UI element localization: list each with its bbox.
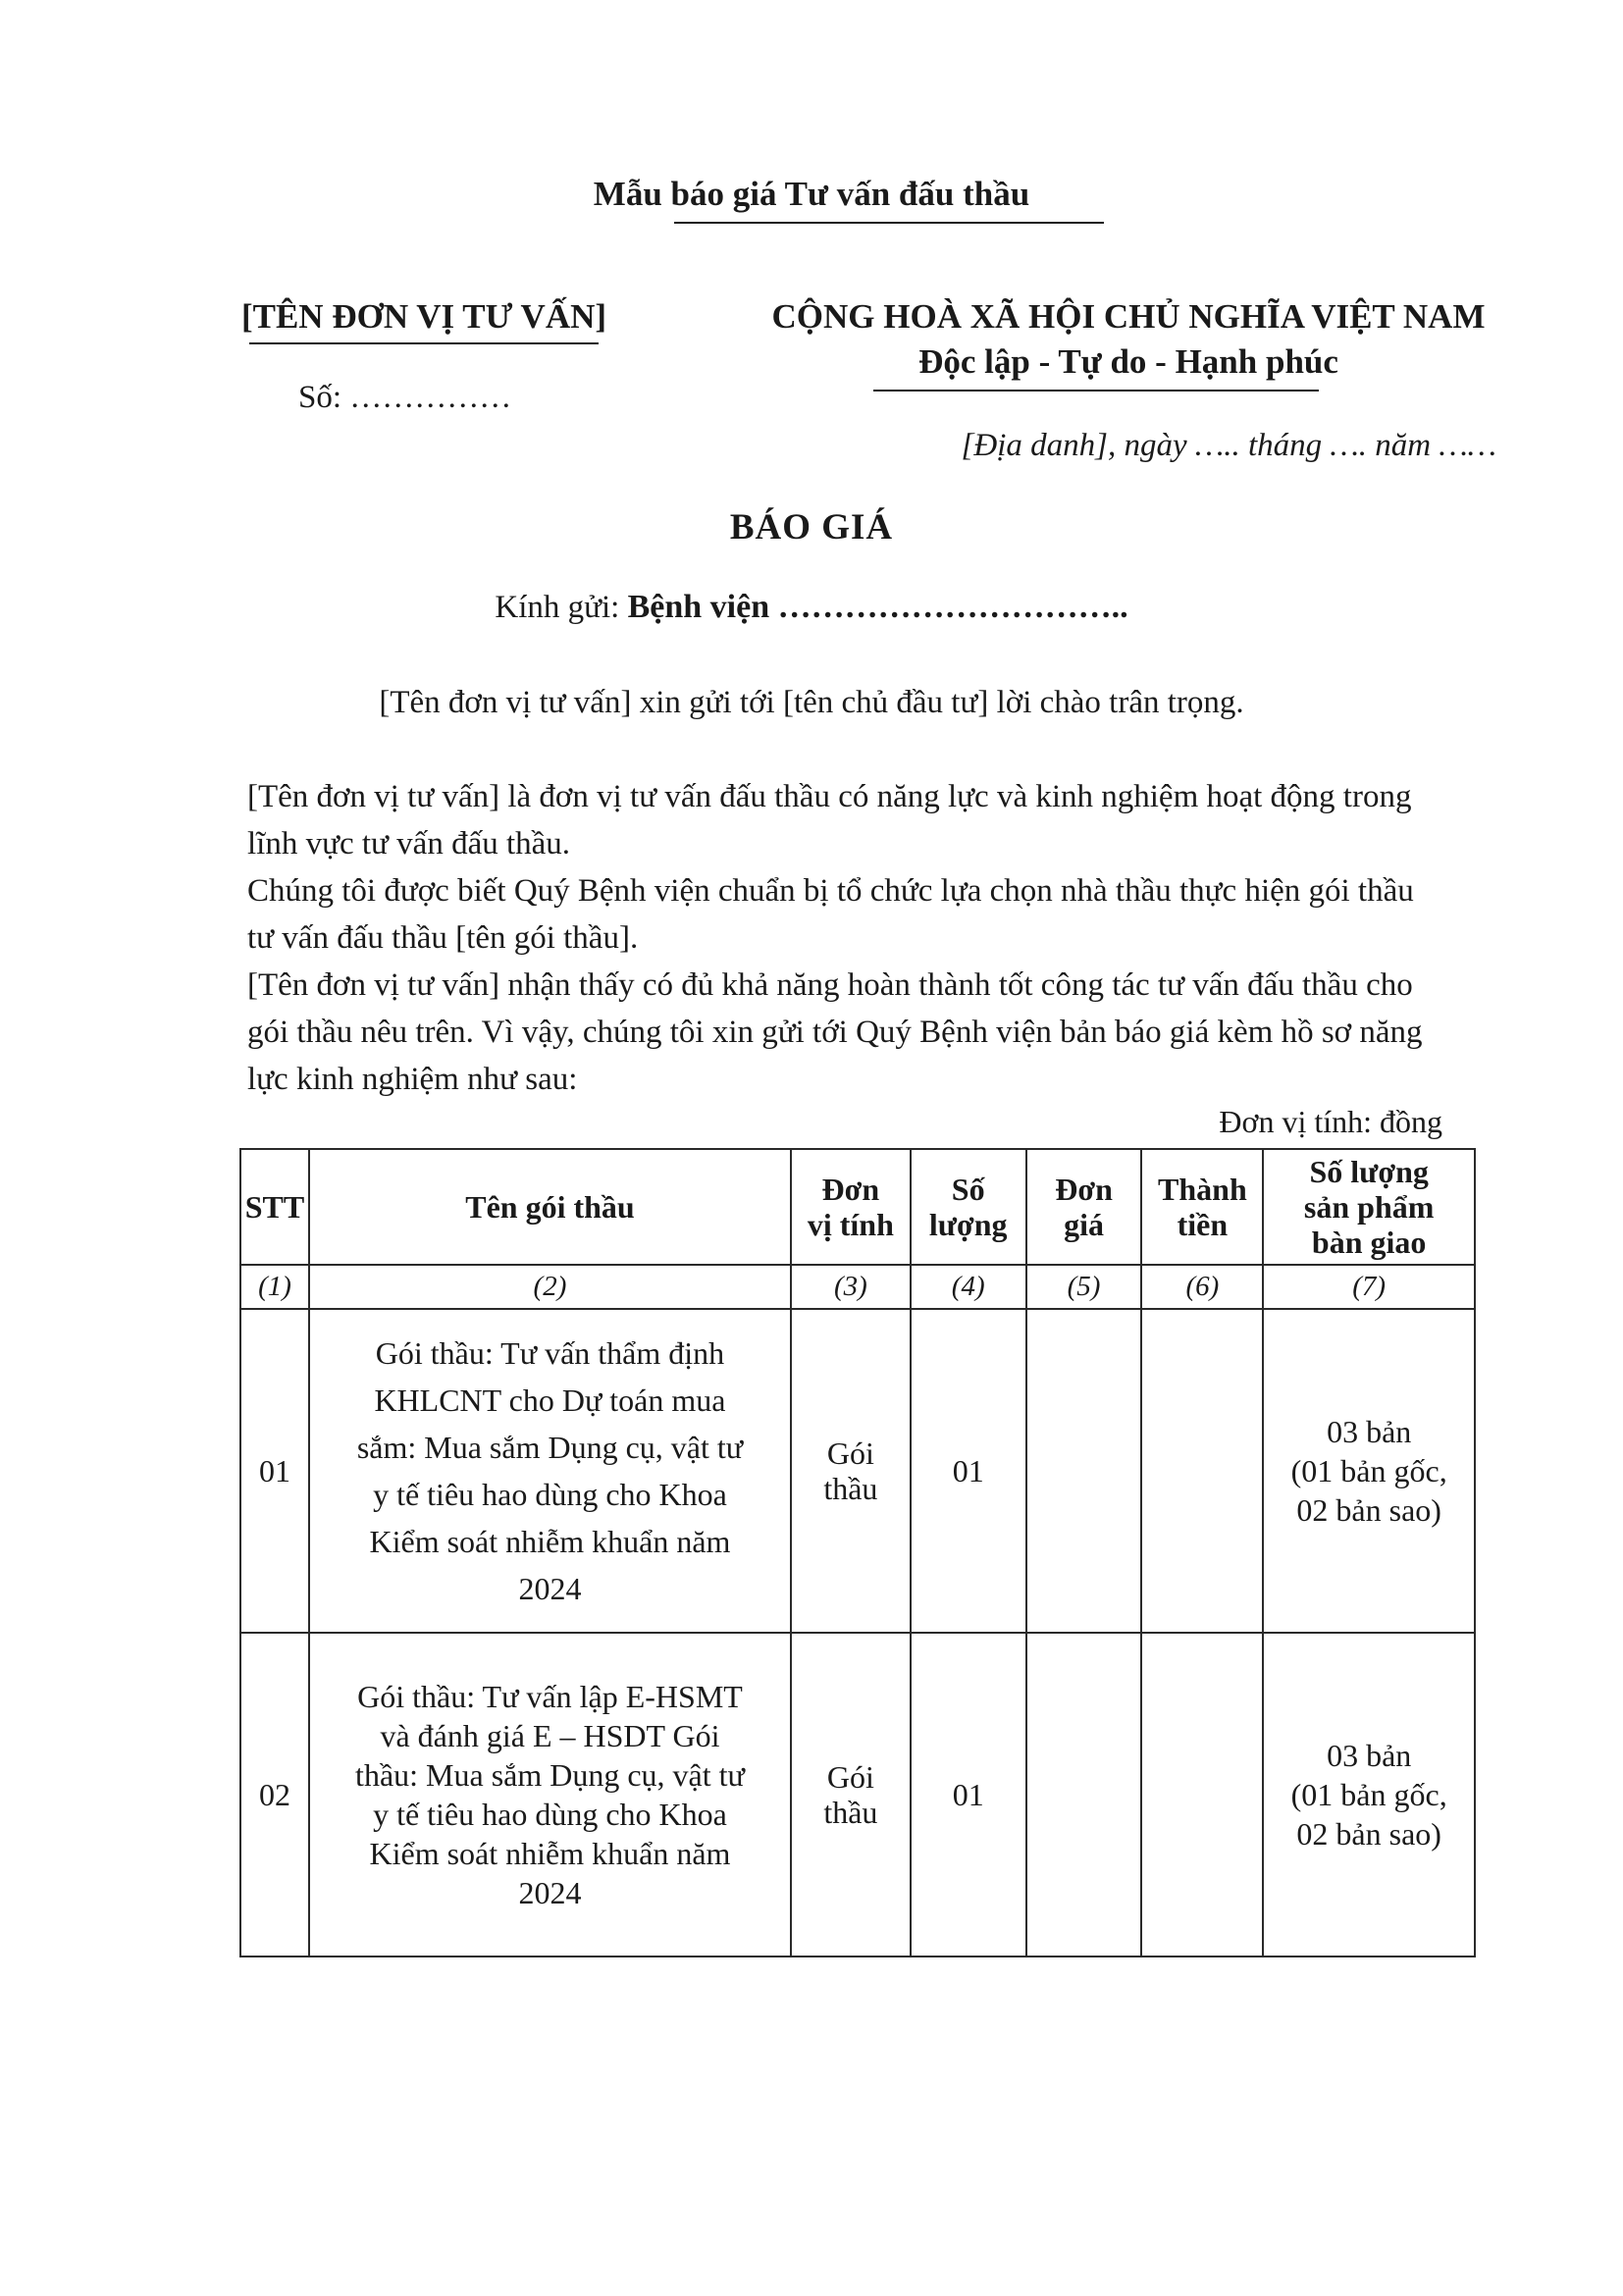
column-index: (6)	[1141, 1265, 1263, 1309]
column-index: (5)	[1026, 1265, 1142, 1309]
row-total	[1141, 1309, 1263, 1633]
table-row	[240, 1309, 1475, 1633]
quotation-table	[239, 1148, 1476, 1957]
header-stt: STT	[240, 1149, 309, 1265]
header-package-name: Tên gói thầu	[309, 1149, 791, 1265]
row-package-name: Gói thầu: Tư vấn lập E-HSMT và đánh giá E – HSDT Gói thầu: Mua sắm Dụng cụ, vật tư y tế tiêu hao dùng cho Khoa Kiểm soát nhiễm khuẩn năm 2024	[309, 1633, 791, 1957]
row-unit: Gói thầu	[791, 1309, 911, 1633]
context-paragraph: Chúng tôi được biết Quý Bệnh viện chuẩn bị tổ chức lựa chọn nhà thầu thực hiện gói thầu tư vấn đấu thầu [tên gói thầu].	[247, 873, 1414, 956]
recipient-name: Bệnh viện …………………………..	[627, 589, 1128, 625]
column-index-row	[240, 1265, 1475, 1309]
offer-paragraph: [Tên đơn vị tư vấn] nhận thấy có đủ khả năng hoàn thành tốt công tác tư vấn đấu thầu cho gói thầu nêu trên. Vì vậy, chúng tôi xin gửi tới Quý Bệnh viện bản báo giá kèm hồ sơ năng lực kinh nghiệm như sau:	[247, 967, 1423, 1097]
header-deliverables: Số lượng sản phẩm bàn giao	[1263, 1149, 1475, 1265]
document-number: Số: ……………	[298, 380, 512, 415]
header-unit: Đơn vị tính	[791, 1149, 911, 1265]
row-stt: 01	[240, 1309, 309, 1633]
row-deliverables: 03 bản (01 bản gốc, 02 bản sao)	[1263, 1633, 1475, 1957]
motto-underline	[873, 390, 1319, 391]
greeting-line: [Tên đơn vị tư vấn] xin gửi tới [tên chủ đầu tư] lời chào trân trọng.	[379, 685, 1244, 720]
nation-title: CỘNG HOÀ XÃ HỘI CHỦ NGHĨA VIỆT NAM	[771, 297, 1486, 336]
column-index: (3)	[791, 1265, 911, 1309]
row-package-name: Gói thầu: Tư vấn thẩm định KHLCNT cho Dự toán mua sắm: Mua sắm Dụng cụ, vật tư y tế tiêu hao dùng cho Khoa Kiểm soát nhiễm khuẩn năm 2024	[309, 1309, 791, 1633]
row-total	[1141, 1633, 1263, 1957]
column-index: (7)	[1263, 1265, 1475, 1309]
row-quantity: 01	[911, 1309, 1026, 1633]
table-header-row	[240, 1149, 1475, 1265]
row-unit: Gói thầu	[791, 1633, 911, 1957]
table-row	[240, 1633, 1475, 1957]
header-total: Thành tiền	[1141, 1149, 1263, 1265]
header-unit-price: Đơn giá	[1026, 1149, 1142, 1265]
place-date-line: [Địa danh], ngày ….. tháng …. năm ……	[961, 428, 1496, 463]
form-title-underline	[674, 222, 1104, 224]
form-title: Mẫu báo giá Tư vấn đấu thầu	[593, 175, 1030, 213]
column-index: (2)	[309, 1265, 791, 1309]
document-heading: BÁO GIÁ	[729, 507, 894, 548]
national-motto: Độc lập - Tự do - Hạnh phúc	[918, 342, 1338, 381]
column-index: (4)	[911, 1265, 1026, 1309]
recipient-line	[0, 589, 1623, 626]
row-quantity: 01	[911, 1633, 1026, 1957]
org-name-underline	[249, 342, 599, 344]
row-stt: 02	[240, 1633, 309, 1957]
recipient-label: Kính gửi:	[495, 590, 620, 625]
consultant-org-name: [TÊN ĐƠN VỊ TƯ VẤN]	[240, 297, 607, 336]
row-deliverables: 03 bản (01 bản gốc, 02 bản sao)	[1263, 1309, 1475, 1633]
column-index: (1)	[240, 1265, 309, 1309]
header-quantity: Số lượng	[911, 1149, 1026, 1265]
row-unit-price	[1026, 1309, 1142, 1633]
row-unit-price	[1026, 1633, 1142, 1957]
currency-unit-note: Đơn vị tính: đồng	[1219, 1104, 1442, 1139]
intro-paragraph: [Tên đơn vị tư vấn] là đơn vị tư vấn đấu thầu có năng lực và kinh nghiệm hoạt động trong lĩnh vực tư vấn đấu thầu.	[247, 779, 1412, 861]
